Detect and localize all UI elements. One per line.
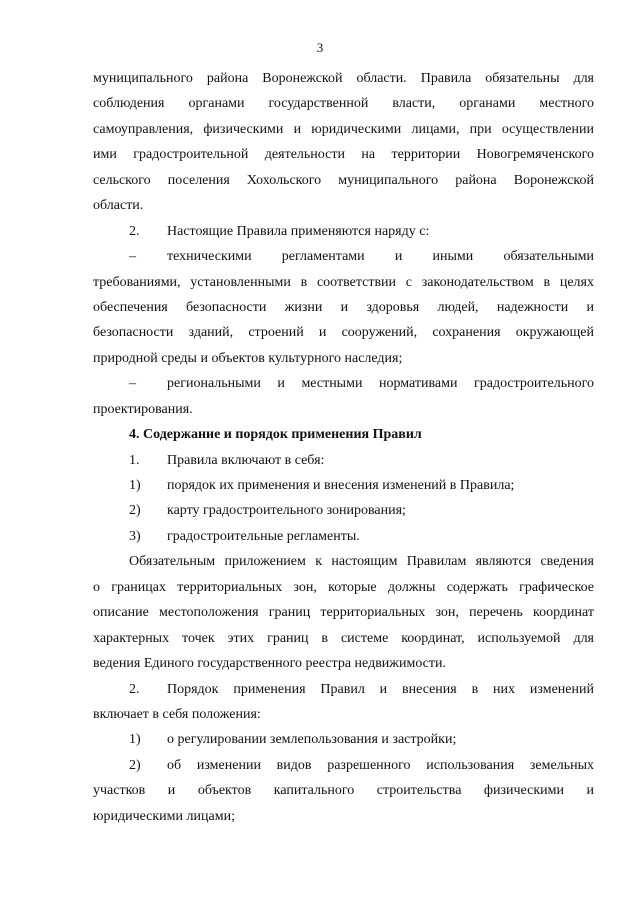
item-number: 2)	[129, 503, 141, 519]
numbered-item	[93, 448, 594, 473]
text-line: включает в себя положения:	[93, 706, 261, 722]
item-text: Правила включают в себя:	[167, 452, 325, 468]
item-number: 1.	[129, 452, 140, 468]
numbered-item	[93, 753, 594, 778]
text-line: самоуправления, физическими и юридическими лицами, при осуществлении	[93, 121, 594, 137]
text-line: юридическими лицами;	[93, 808, 235, 824]
item-text: региональными и местными нормативами градостроительного	[167, 376, 594, 392]
item-text: техническими регламентами и иными обязательными	[167, 249, 594, 265]
text-line: соблюдения органами государственной власти, органами местного	[93, 96, 594, 112]
text-line: описание местоположения границ территориальных зон, перечень координат	[93, 605, 594, 621]
text-line: проектирования.	[93, 401, 193, 417]
numbered-item	[93, 498, 594, 523]
text-line: характерных точек этих границ в системе координат, используемой для	[93, 630, 594, 646]
text-line: Обязательным приложением к настоящим Правилам являются сведения	[129, 554, 594, 570]
section-heading: 4. Содержание и порядок применения Правил	[129, 427, 422, 443]
text-line: ведения Единого государственного реестра недвижимости.	[93, 656, 446, 672]
text-line: сельского поселения Хохольского муниципального района Воронежской	[93, 172, 594, 188]
item-text: Порядок применения Правил и внесения в них изменений	[167, 681, 594, 697]
text-line: муниципального района Воронежской области. Правила обязательны для	[93, 71, 594, 86]
item-text: Настоящие Правила применяются наряду с:	[167, 223, 430, 239]
text-line: обеспечения безопасности жизни и здоровья людей, надежности и	[93, 299, 594, 315]
item-number: 1)	[129, 732, 141, 748]
item-text: порядок их применения и внесения изменений в Правила;	[167, 478, 515, 493]
item-text: карту градостроительного зонирования;	[167, 503, 406, 519]
dash-marker: –	[129, 249, 136, 265]
item-number: 3)	[129, 528, 141, 544]
dash-item	[93, 244, 594, 269]
item-number: 1)	[129, 478, 141, 493]
item-number: 2.	[129, 223, 140, 239]
item-text: о регулировании землепользования и застройки;	[167, 732, 457, 748]
item-number: 2.	[129, 681, 140, 697]
document-body	[93, 66, 594, 829]
text-line: о границах территориальных зон, которые должны содержать графическое	[93, 579, 594, 595]
item-number: 2)	[129, 757, 141, 773]
text-line: безопасности зданий, строений и сооружений, сохранения окружающей	[93, 325, 594, 341]
text-line: ими градостроительной деятельности на территории Новогремяченского	[93, 147, 594, 163]
text-line: участков и объектов капитального строительства физическими и	[93, 783, 594, 799]
text-line: требованиями, установленными в соответствии с законодательством в целях	[93, 274, 594, 290]
numbered-item	[93, 727, 594, 752]
numbered-item	[93, 473, 594, 498]
dash-item	[93, 371, 594, 396]
item-text: об изменении видов разрешенного использования земельных	[167, 757, 594, 773]
numbered-item	[93, 524, 594, 549]
page-number: 3	[316, 40, 324, 55]
numbered-item	[93, 677, 594, 702]
numbered-item	[93, 219, 594, 244]
dash-marker: –	[129, 376, 136, 392]
item-text: градостроительные регламенты.	[167, 528, 360, 544]
text-line: природной среды и объектов культурного наследия;	[93, 350, 403, 366]
text-line: области.	[93, 198, 144, 214]
